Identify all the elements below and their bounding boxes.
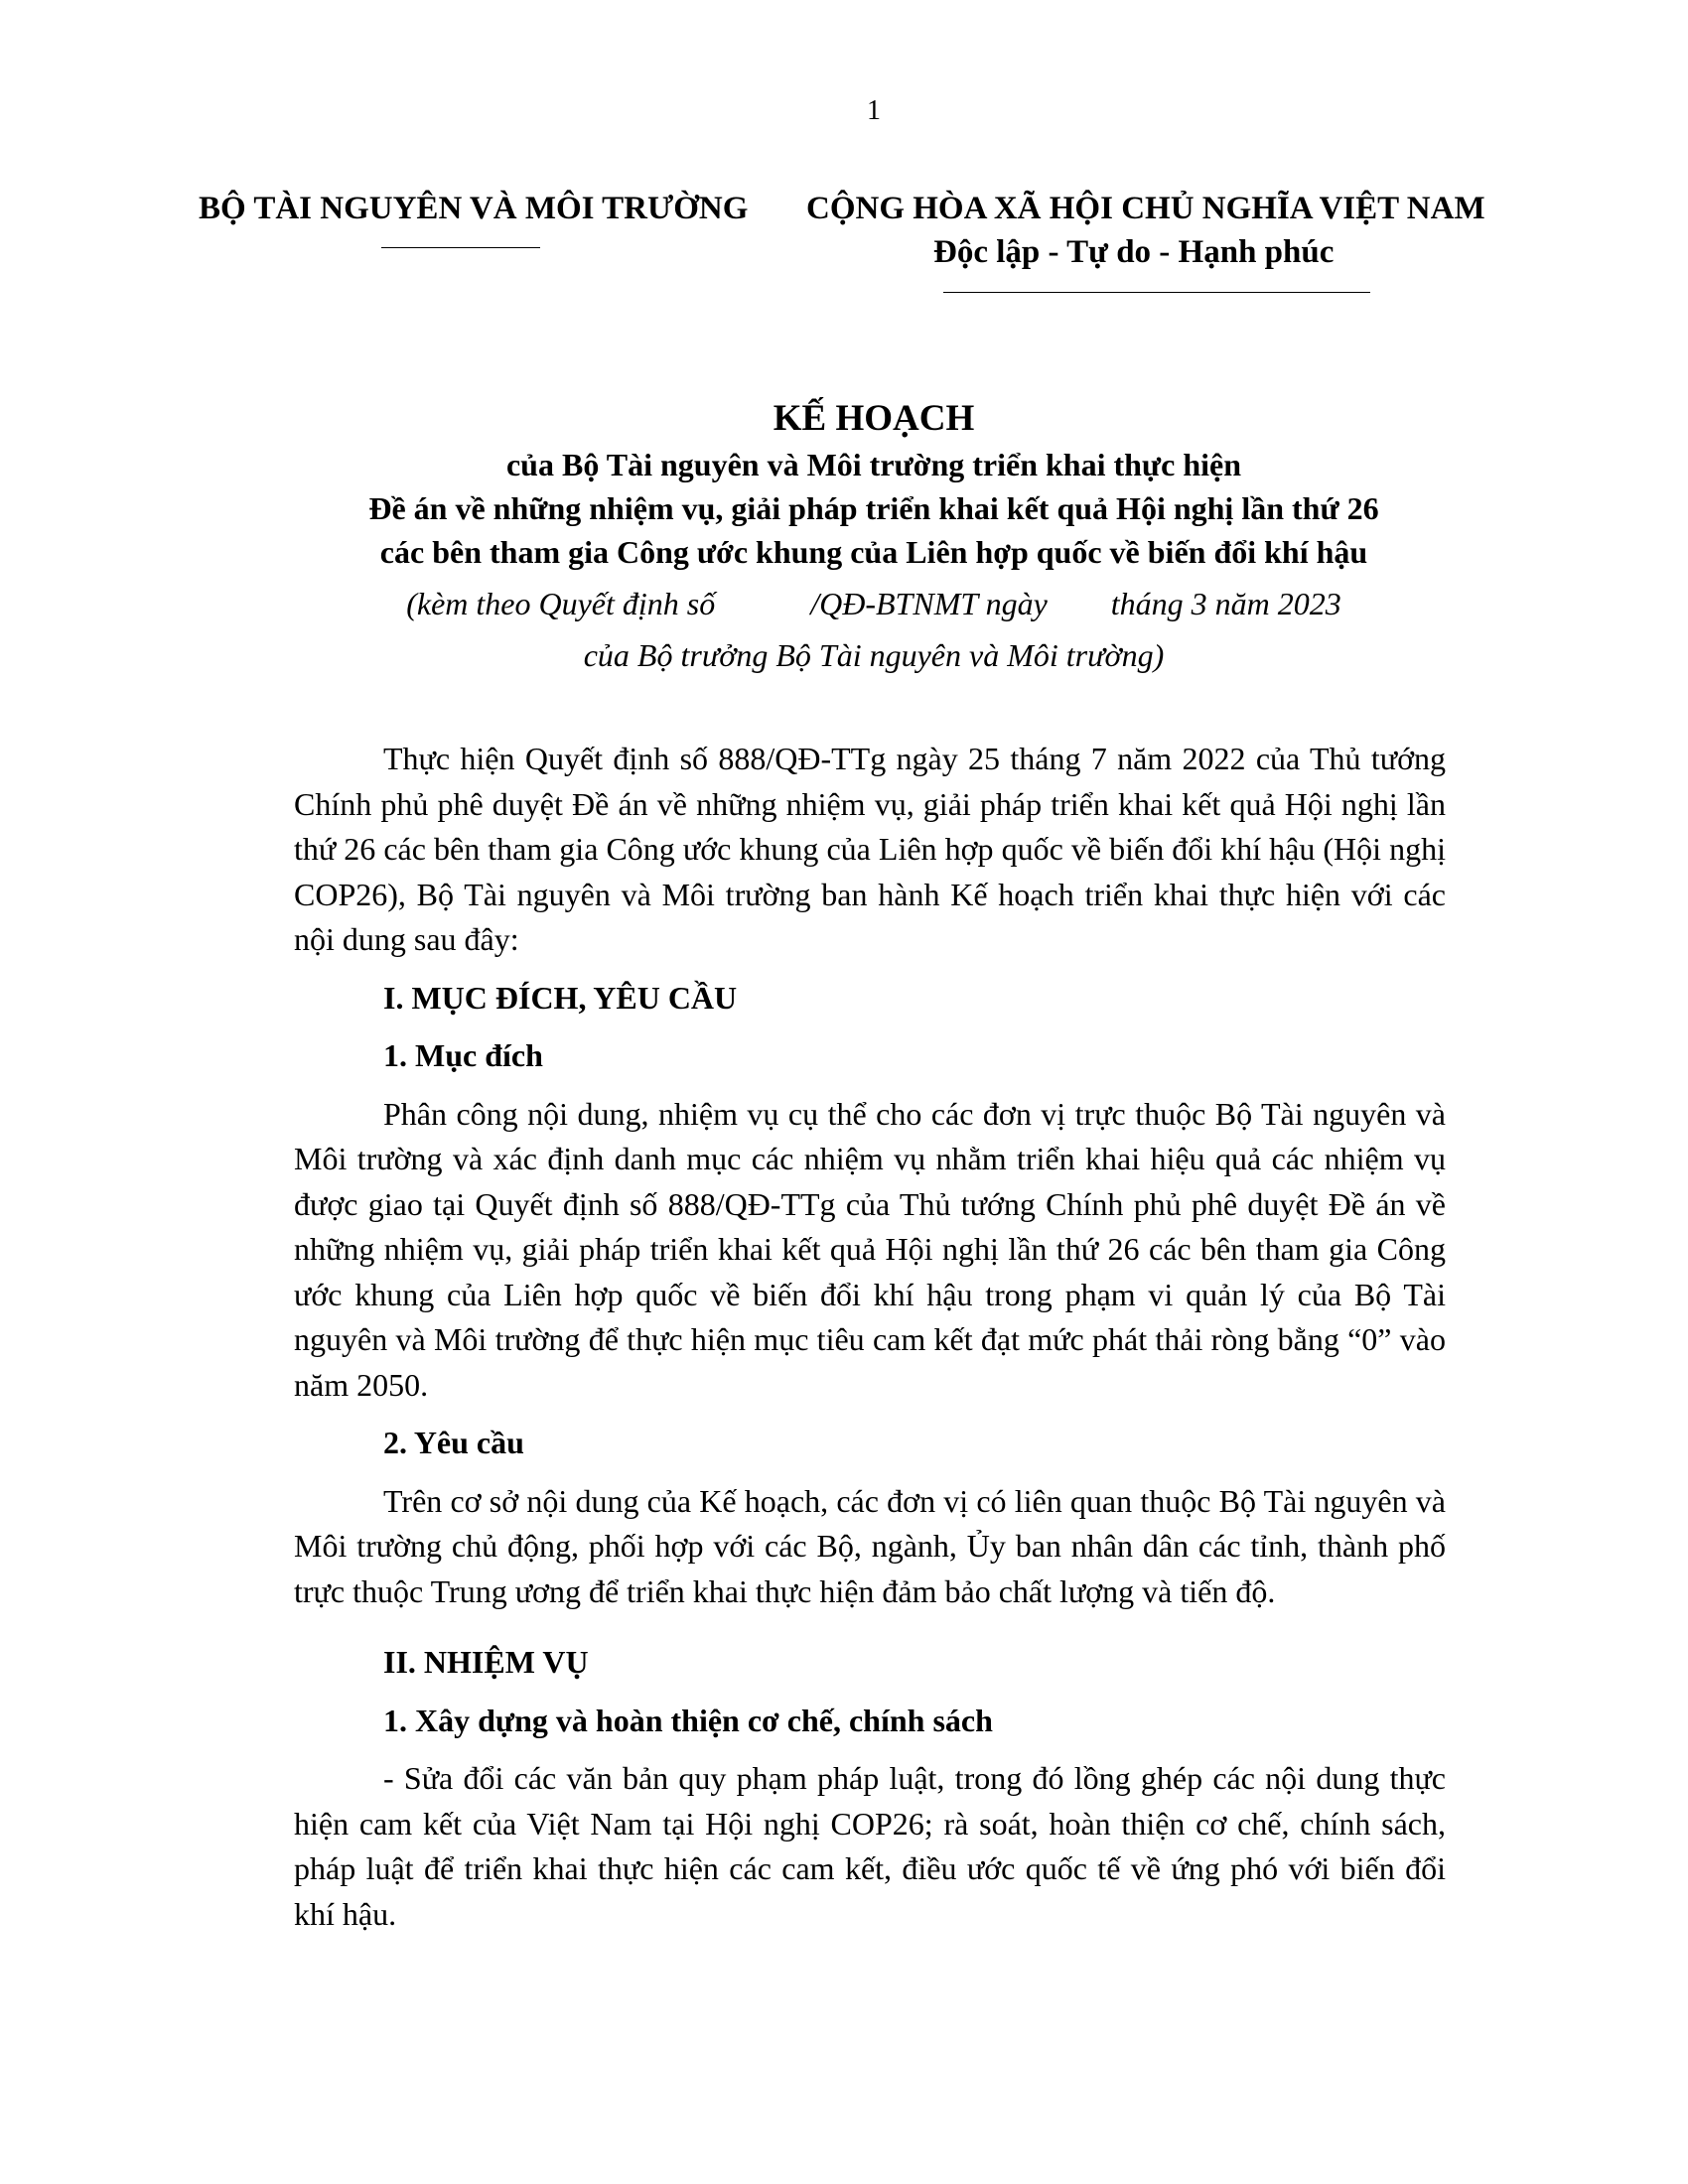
decision-note-line-2: của Bộ trưởng Bộ Tài nguyên và Môi trường)	[583, 637, 1165, 673]
agency-underline	[381, 247, 540, 248]
requirements-paragraph: Trên cơ sở nội dung của Kế hoạch, các đơn vị có liên quan thuộc Bộ Tài nguyên và Môi trường chủ động, phối hợp với các Bộ, ngành, Ủy ban nhân dân các tỉnh, thành phố trực thuộc Trung ương để triển khai thực hiện đảm bảo chất lượng và tiến độ.	[294, 1482, 1446, 1609]
decision-note-line-1: (kèm theo Quyết định số /QĐ-BTNMT ngày tháng 3 năm 2023	[406, 586, 1341, 621]
subtitle-line-1: của Bộ Tài nguyên và Môi trường triển khai thực hiện	[505, 447, 1242, 482]
subsection-heading-policy: 1. Xây dựng và hoàn thiện cơ chế, chính sách	[383, 1702, 993, 1738]
subtitle-line-2: Đề án về những nhiệm vụ, giải pháp triển khai kết quả Hội nghị lần thứ 26	[368, 490, 1379, 526]
document-heading	[0, 395, 1688, 677]
subtitle-line-3: các bên tham gia Công ước khung của Liên hợp quốc về biến đổi khí hậu	[379, 534, 1368, 570]
section-heading-tasks: II. NHIỆM VỤ	[383, 1644, 589, 1680]
policy-paragraph: - Sửa đổi các văn bản quy phạm pháp luật, trong đó lồng ghép các nội dung thực hiện cam kết của Việt Nam tại Hội nghị COP26; rà soát, hoàn thiện cơ chế, chính sách, pháp luật để triển khai thực hiện các cam kết, điều ước quốc tế về ứng phó với biến đổi khí hậu.	[294, 1760, 1446, 1932]
national-motto: Độc lập - Tự do - Hạnh phúc	[933, 234, 1335, 270]
subsection-heading-purpose: 1. Mục đích	[383, 1037, 543, 1073]
subsection-heading-requirements: 2. Yêu cầu	[383, 1425, 524, 1460]
intro-paragraph: Thực hiện Quyết định số 888/QĐ-TTg ngày 25 tháng 7 năm 2022 của Thủ tướng Chính phủ phê duyệt Đề án về những nhiệm vụ, giải pháp triển khai kết quả Hội nghị lần thứ 26 các bên tham gia Công ước khung của Liên hợp quốc về biến đổi khí hậu (Hội nghị COP26), Bộ Tài nguyên và Môi trường ban hành Kế hoạch triển khai thực hiện với các nội dung sau đây:	[294, 741, 1446, 957]
national-title: CỘNG HÒA XÃ HỘI CHỦ NGHĨA VIỆT NAM	[806, 191, 1485, 226]
motto-underline	[943, 292, 1370, 293]
section-heading-purpose-requirements: I. MỤC ĐÍCH, YÊU CẦU	[383, 979, 738, 1016]
document-body	[294, 737, 1446, 1950]
page-number: 1	[867, 95, 881, 126]
issuing-agency: BỘ TÀI NGUYÊN VÀ MÔI TRƯỜNG	[199, 191, 749, 226]
purpose-paragraph: Phân công nội dung, nhiệm vụ cụ thể cho các đơn vị trực thuộc Bộ Tài nguyên và Môi trường và xác định danh mục các nhiệm vụ nhằm triển khai hiệu quả các nhiệm vụ được giao tại Quyết định số 888/QĐ-TTg của Thủ tướng Chính phủ phê duyệt Đề án về những nhiệm vụ, giải pháp triển khai kết quả Hội nghị lần thứ 26 các bên tham gia Công ước khung của Liên hợp quốc về biến đổi khí hậu trong phạm vi quản lý của Bộ Tài nguyên và Môi trường để thực hiện mục tiêu cam kết đạt mức phát thải ròng bằng “0” vào năm 2050.	[294, 1095, 1446, 1403]
document-title: KẾ HOẠCH	[773, 398, 975, 439]
